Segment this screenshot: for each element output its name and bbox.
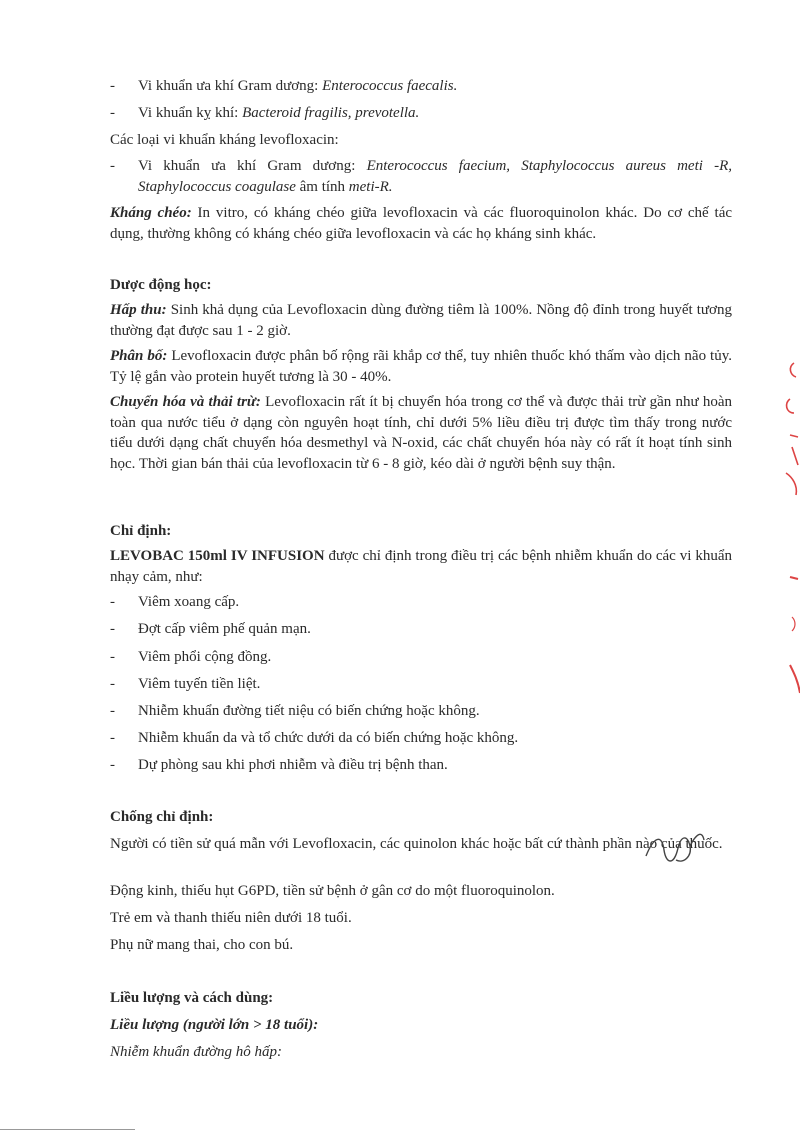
metabolism-paragraph bbox=[110, 392, 732, 474]
bullet-dash: - bbox=[110, 78, 115, 94]
contraindication-line: Động kinh, thiếu hụt G6PD, tiền sử bệnh ở gân cơ do một fluoroquinolon. bbox=[110, 883, 555, 899]
bullet-species: Bacteroid fragilis, prevotella. bbox=[242, 105, 420, 121]
indication-item bbox=[110, 619, 732, 640]
pharmacokinetics-heading: Dược động học: bbox=[110, 277, 212, 293]
metabolism-text: Levofloxacin rất ít bị chuyển hóa trong cơ thể và được thải trừ gần như hoàn toàn qua nước tiểu ở dạng còn nguyên hoạt tính, chỉ dưới 5% liều điều trị được tìm thấy trong nước tiểu dưới dạng chất chuyển hóa desmethyl và N-oxid, các chất chuyển hóa này có rất ít hoạt tính sinh học. Thời gian bán thải của levofloxacin từ 6 - 8 giờ, kéo dài ở người bệnh suy thận. bbox=[110, 394, 732, 472]
cross-resistance-label: Kháng chéo: bbox=[110, 205, 192, 221]
contraindication-line: Người có tiền sử quá mẫn với Levofloxacin, các quinolon khác hoặc bất cứ thành phần nào của thuốc. bbox=[110, 836, 723, 852]
indications-heading: Chỉ định: bbox=[110, 523, 172, 539]
distribution-text: Levofloxacin được phân bố rộng rãi khắp cơ thể, tuy nhiên thuốc khó thấm vào dịch não tủy. Tỷ lệ gắn vào protein huyết tương là 30 - 40%. bbox=[110, 348, 732, 385]
indication-item bbox=[110, 755, 732, 776]
bullet-prefix: Vi khuẩn ưa khí Gram dương: bbox=[138, 78, 323, 94]
indication-text: Nhiễm khuẩn đường tiết niệu có biến chứng hoặc không. bbox=[138, 703, 480, 719]
bullet-dash: - bbox=[110, 730, 115, 746]
indication-text: Viêm xoang cấp. bbox=[138, 594, 240, 610]
bullet-dash: - bbox=[110, 621, 115, 637]
bullet-dash: - bbox=[110, 757, 115, 773]
product-name: LEVOBAC 150ml IV INFUSION bbox=[110, 548, 325, 564]
indication-item bbox=[110, 728, 732, 749]
bullet-species: Enterococcus faecalis. bbox=[322, 78, 458, 94]
bullet-prefix: Vi khuẩn ưa khí Gram dương: bbox=[138, 158, 367, 174]
contraindication-line: Phụ nữ mang thai, cho con bú. bbox=[110, 937, 294, 953]
absorption-label: Hấp thu: bbox=[110, 302, 167, 318]
bullet-dash: - bbox=[110, 676, 115, 692]
indication-text: Nhiễm khuẩn da và tổ chức dưới da có biến chứng hoặc không. bbox=[138, 730, 519, 746]
indication-item bbox=[110, 701, 732, 722]
absorption-paragraph bbox=[110, 300, 732, 341]
bullet-species: Enterococcus faecium, Staphylococcus aureus meti -R, Staphylococcus coagulase bbox=[138, 158, 732, 195]
contraindications-heading: Chống chỉ định: bbox=[110, 809, 214, 825]
bullet-mid: âm tính bbox=[295, 178, 349, 195]
stamp-fragment-icon bbox=[770, 355, 800, 715]
cross-resistance-paragraph bbox=[110, 203, 732, 244]
indication-item bbox=[110, 592, 732, 613]
bottom-divider bbox=[0, 1129, 135, 1130]
dosage-subheading: Liều lượng (người lớn > 18 tuổi): bbox=[110, 1017, 319, 1033]
indication-text: Viêm tuyến tiền liệt. bbox=[138, 676, 261, 692]
bullet-species: meti-R. bbox=[348, 178, 393, 195]
bullet-prefix: Vi khuẩn kỵ khí: bbox=[138, 105, 243, 121]
resistant-heading: Các loại vi khuẩn kháng levofloxacin: bbox=[110, 132, 339, 148]
indication-item bbox=[110, 647, 732, 668]
bullet-aerobic-gram-positive bbox=[110, 76, 732, 97]
handwritten-signature bbox=[640, 826, 710, 872]
contraindication-line: Trẻ em và thanh thiếu niên dưới 18 tuổi. bbox=[110, 910, 352, 926]
indication-text: Đợt cấp viêm phế quản mạn. bbox=[138, 621, 311, 637]
bullet-dash: - bbox=[110, 649, 115, 665]
metabolism-label: Chuyển hóa và thải trừ: bbox=[110, 394, 261, 410]
cross-resistance-text: In vitro, có kháng chéo giữa levofloxacin và các fluoroquinolon khác. Do cơ chế tác dụng, thường không có kháng chéo giữa levofloxacin và các họ kháng sinh khác. bbox=[110, 205, 733, 242]
indications-intro-text: được chỉ định trong điều trị các bệnh nhiễm khuẩn do các vi khuẩn nhạy cảm, như: bbox=[110, 548, 732, 585]
indication-text: Dự phòng sau khi phơi nhiễm và điều trị bệnh than. bbox=[138, 757, 448, 773]
bullet-anaerobic bbox=[110, 103, 732, 124]
absorption-text: Sinh khả dụng của Levofloxacin dùng đường tiêm là 100%. Nồng độ đỉnh trong huyết tương thường đạt được sau 1 - 2 giờ. bbox=[110, 302, 732, 339]
indication-item bbox=[110, 674, 732, 695]
indication-text: Viêm phổi cộng đồng. bbox=[138, 649, 272, 665]
distribution-paragraph bbox=[110, 346, 732, 387]
distribution-label: Phân bố: bbox=[110, 348, 168, 364]
bullet-dash: - bbox=[110, 158, 115, 174]
respiratory-infection-subheading: Nhiễm khuẩn đường hô hấp: bbox=[110, 1044, 283, 1060]
bullet-dash: - bbox=[110, 594, 115, 610]
bullet-dash: - bbox=[110, 105, 115, 121]
dosage-heading: Liều lượng và cách dùng: bbox=[110, 990, 274, 1006]
bullet-resistant bbox=[110, 156, 732, 197]
indications-intro bbox=[110, 546, 732, 587]
bullet-dash: - bbox=[110, 703, 115, 719]
